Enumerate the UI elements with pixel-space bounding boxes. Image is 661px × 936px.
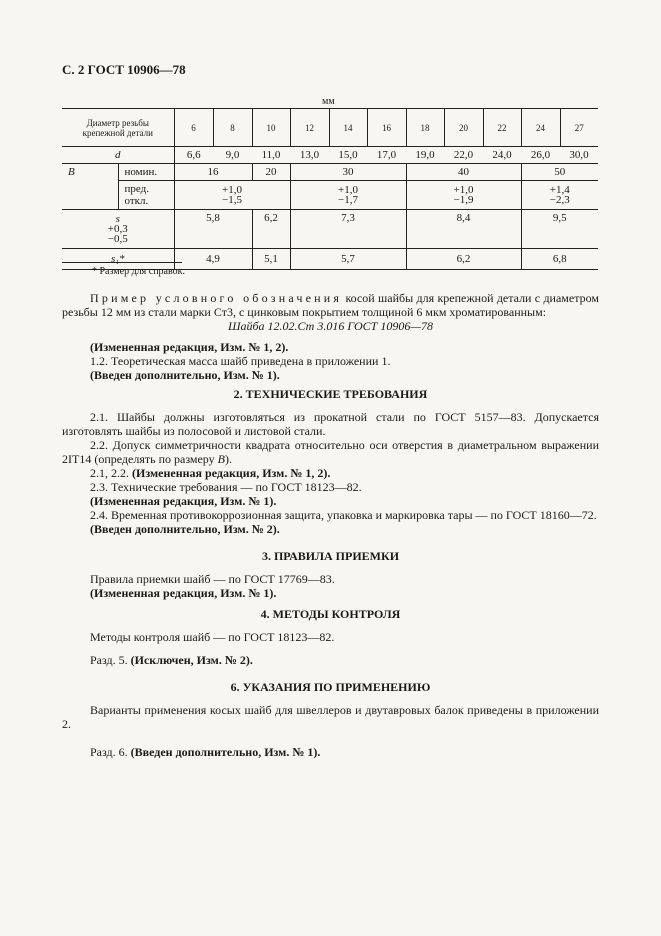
- d-cell: 19,0: [406, 147, 444, 164]
- deviation-plus: +1,0: [338, 184, 358, 196]
- table-row-b-nominal: [62, 164, 598, 181]
- section-3: [62, 549, 599, 600]
- s1-cell: 6,8: [521, 249, 598, 270]
- s-label: s: [115, 213, 120, 225]
- paragraph-2-2: 2.2. Допуск симметричности квадрата относительно оси отверстия в диаметральном выражении 2IT14 (определять по размеру B).: [62, 438, 599, 466]
- paragraph-2-1-2-2: 2.1, 2.2. (Измененная редакция, Изм. № 1, 2).: [90, 466, 331, 480]
- d-cell: 30,0: [560, 147, 598, 164]
- deviation-label: пред. откл.: [118, 181, 174, 210]
- paragraph-3: Правила приемки шайб — по ГОСТ 17769—83.: [90, 572, 335, 586]
- paragraph-2-3: 2.3. Технические требования — по ГОСТ 18123—82.: [90, 480, 362, 494]
- nominal-label: номин.: [118, 164, 174, 181]
- size-cell: 6: [174, 109, 213, 147]
- table-row-b-deviation: [62, 181, 598, 210]
- size-cell: 8: [213, 109, 252, 147]
- section-title: 4. МЕТОДЫ КОНТРОЛЯ: [260, 607, 401, 621]
- s-cell: 5,8: [174, 210, 252, 249]
- s1-cell: 5,7: [290, 249, 406, 270]
- deviation-plus: +1,4: [549, 184, 570, 196]
- s-cell: 6,2: [252, 210, 290, 249]
- deviation-minus: −1,7: [338, 194, 358, 206]
- deviation-cell: [521, 181, 598, 210]
- deviation-cell: [174, 181, 290, 210]
- size-cell: 18: [406, 109, 444, 147]
- size-cell: 12: [290, 109, 329, 147]
- deviation-cell: [290, 181, 406, 210]
- amendment-note: (Измененная редакция, Изм. № 1).: [90, 494, 277, 508]
- d-cell: 13,0: [290, 147, 329, 164]
- deviation-plus: +1,0: [222, 184, 242, 196]
- amendment-note: (Введен дополнительно, Изм. № 1).: [90, 368, 280, 382]
- size-cell: 22: [483, 109, 521, 147]
- section-2: [62, 387, 599, 536]
- table-header-row: [62, 109, 598, 147]
- amendment-note: (Измененная редакция, Изм. № 1).: [90, 586, 277, 600]
- amendment-note: (Измененная редакция, Изм. № 1, 2).: [90, 340, 289, 354]
- header-label-line1: Диаметр резьбы: [86, 117, 149, 128]
- s-minus: −0,5: [107, 233, 128, 245]
- table-row-d: [62, 147, 598, 164]
- deviation-cell: [406, 181, 521, 210]
- unit-label: мм: [322, 96, 335, 107]
- d-cell: 9,0: [213, 147, 252, 164]
- deviation-minus: −2,3: [549, 194, 570, 206]
- amendment-note: (Введен дополнительно, Изм. № 2).: [90, 522, 280, 536]
- deviation-plus: +1,0: [453, 184, 474, 196]
- section-5-note: Разд. 5. (Исключен, Изм. № 2).: [90, 653, 253, 667]
- deviation-minus: −1,5: [222, 194, 242, 206]
- d-cell: 17,0: [367, 147, 406, 164]
- table-row-s: [62, 210, 598, 249]
- nominal-cell: 20: [252, 164, 290, 181]
- size-cell: 16: [367, 109, 406, 147]
- paragraph-6: Варианты применения косых шайб для швеллеров и двутавровых балок приведены в приложении 2.: [62, 703, 599, 731]
- d-cell: 24,0: [483, 147, 521, 164]
- section-title: 2. ТЕХНИЧЕСКИЕ ТРЕБОВАНИЯ: [233, 387, 428, 401]
- paragraph-4: Методы контроля шайб — по ГОСТ 18123—82.: [90, 630, 335, 644]
- paragraph-2-4: 2.4. Временная противокоррозионная защита, упаковка и маркировка тары — по ГОСТ 18160—72.: [90, 508, 597, 522]
- example-text: косой шайбы для крепежной детали с диаметром резьбы 12 мм из стали марки Ст3, с цинковым покрытием толщиной 6 мкм хроматированным:: [62, 291, 599, 319]
- d-cell: 11,0: [252, 147, 290, 164]
- nominal-cell: 30: [290, 164, 406, 181]
- s-cell: 9,5: [521, 210, 598, 249]
- header-label-cell: [62, 109, 174, 147]
- nominal-cell: 40: [406, 164, 521, 181]
- nominal-cell: 50: [521, 164, 598, 181]
- example-block: [62, 291, 599, 333]
- s-cell: 7,3: [290, 210, 406, 249]
- d-label: d: [62, 147, 174, 164]
- dimensions-table: [62, 108, 598, 270]
- amendments-block: [62, 340, 599, 382]
- section-6: [62, 680, 599, 759]
- deviation-minus: −1,9: [453, 194, 474, 206]
- s1-cell: 4,9: [174, 249, 252, 270]
- section-4: [62, 607, 599, 667]
- size-cell: 10: [252, 109, 290, 147]
- s-label-cell: [62, 210, 174, 249]
- header-label-line2: крепежной детали: [82, 127, 153, 138]
- footnote: * Размер для справок.: [92, 266, 185, 277]
- d-cell: 26,0: [521, 147, 560, 164]
- s-plus: +0,3: [107, 223, 128, 235]
- page-header: С. 2 ГОСТ 10906—78: [62, 62, 186, 77]
- paragraph-1-2: 1.2. Теоретическая масса шайб приведена в приложении 1.: [90, 354, 391, 368]
- example-designation: Шайба 12.02.Ст 3.016 ГОСТ 10906—78: [227, 319, 434, 333]
- section-title: 6. УКАЗАНИЯ ПО ПРИМЕНЕНИЮ: [230, 680, 431, 694]
- size-cell: 24: [521, 109, 560, 147]
- nominal-cell: 16: [174, 164, 252, 181]
- s1-cell: 6,2: [406, 249, 521, 270]
- size-cell: 27: [560, 109, 598, 147]
- example-lead: Пример условного обозначения: [90, 291, 343, 305]
- s1-cell: 5,1: [252, 249, 290, 270]
- s-cell: 8,4: [406, 210, 521, 249]
- footnote-divider: [62, 262, 182, 263]
- size-cell: 20: [444, 109, 483, 147]
- section-6-note: Разд. 6. (Введен дополнительно, Изм. № 1).: [90, 745, 321, 759]
- d-cell: 15,0: [329, 147, 367, 164]
- d-cell: 22,0: [444, 147, 483, 164]
- b-label: B: [62, 164, 118, 210]
- s1-label: s₁*: [62, 249, 174, 270]
- size-cell: 14: [329, 109, 367, 147]
- d-cell: 6,6: [174, 147, 213, 164]
- section-title: 3. ПРАВИЛА ПРИЕМКИ: [261, 549, 400, 563]
- paragraph-2-1: 2.1. Шайбы должны изготовляться из прокатной стали по ГОСТ 5157—83. Допускается изготовлять шайбы из полосовой и листовой стали.: [62, 410, 599, 438]
